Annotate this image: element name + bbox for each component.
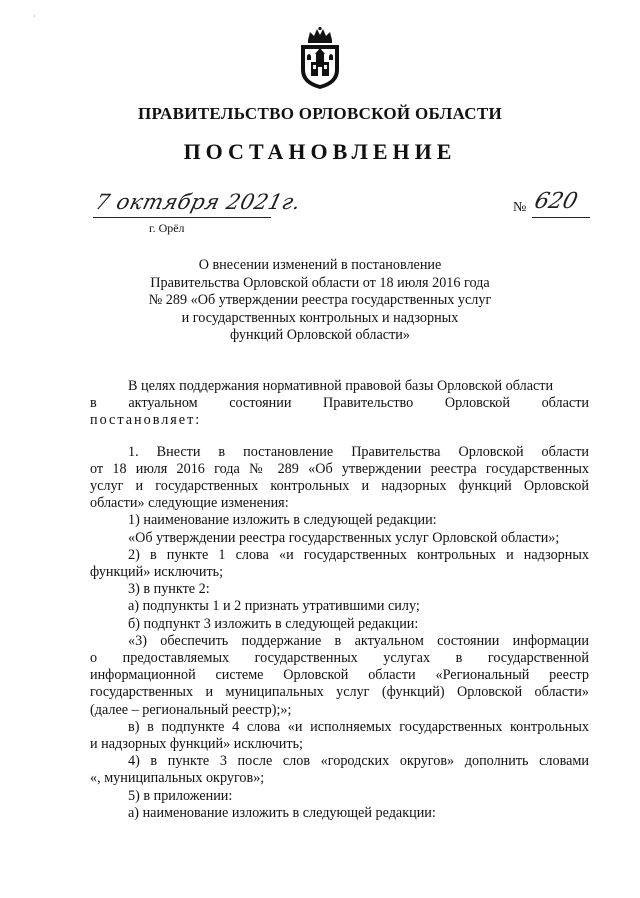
item-line: 1. Внести в постановление Правительства Орловской области [128,443,589,460]
number-prefix: № [513,200,527,215]
document-type: ПОСТАНОВЛЕНИЕ [183,139,457,164]
item-line: 1) наименование изложить в следующей редакции: [128,512,437,529]
item-line: 4) в пункте 3 после слов «городских округов» дополнить словами [128,753,589,770]
item-line: 2) в пункте 1 слова «и государственных контрольных и надзорных [128,546,589,563]
subject-line: функций Орловской области» [230,327,410,344]
subject-line: № 289 «Об утверждении реестра государственных услуг [148,292,492,309]
item-line: области» следующие изменения: [90,495,289,512]
item-line: б) подпункт 3 изложить в следующей редакции: [128,615,419,632]
date-underline [93,217,271,218]
item-line: «, муниципальных округов»; [90,770,265,787]
item-line: а) наименование изложить в следующей редакции: [128,804,436,821]
item-line: государственных и муниципальных услуг (функций) Орловской области» [90,684,589,701]
subject-block [100,257,540,345]
item-line: (далее – региональный реестр);»; [90,701,292,718]
item-line: от 18 июля 2016 года № 289 «Об утверждении реестра государственных [90,460,589,477]
subject-line: Правительства Орловской области от 18 июля 2016 года [150,274,490,291]
item-line: функций» исключить; [90,564,224,581]
item-line: в) в подпункте 4 слова «и исполняемых государственных контрольных [128,718,589,735]
item-line: 3) в пункте 2: [128,581,210,598]
number-underline [532,217,590,218]
preamble-line: в актуальном состоянии Правительство Орловской области [90,395,589,412]
item-line: 5) в приложении: [128,787,233,804]
paragraph-gap [90,430,589,444]
preamble-line: В целях поддержания нормативной правовой базы Орловской области [128,378,554,394]
handwritten-number: 620 [531,189,581,214]
document-body [90,378,589,822]
preamble-line: постановляет: [90,412,202,429]
handwritten-date: 7 октября 2021г. [93,190,304,214]
organization-title: ПРАВИТЕЛЬСТВО ОРЛОВСКОЙ ОБЛАСТИ [137,104,503,123]
item-line: услуг и государственных контрольных и надзорных функций Орловской [90,478,589,495]
item-line: «3) обеспечить поддержание в актуальном состоянии информации [128,632,589,649]
item-line: а) подпункты 1 и 2 признать утратившими силу; [128,598,420,615]
item-line: о предоставляемых государственных услугах в государственной [90,650,589,667]
item-line: и надзорных функций» исключить; [90,736,303,753]
scan-mark: · [33,12,36,21]
item-line: информационной системе Орловской области «Региональный реестр [90,667,589,684]
subject-line: и государственных контрольных и надзорных [181,309,459,326]
city-label: г. Орёл [149,221,185,235]
item-line: «Об утверждении реестра государственных услуг Орловской области»; [128,529,560,546]
subject-line: О внесении изменений в постановление [198,257,442,273]
coat-of-arms-icon [297,26,343,90]
